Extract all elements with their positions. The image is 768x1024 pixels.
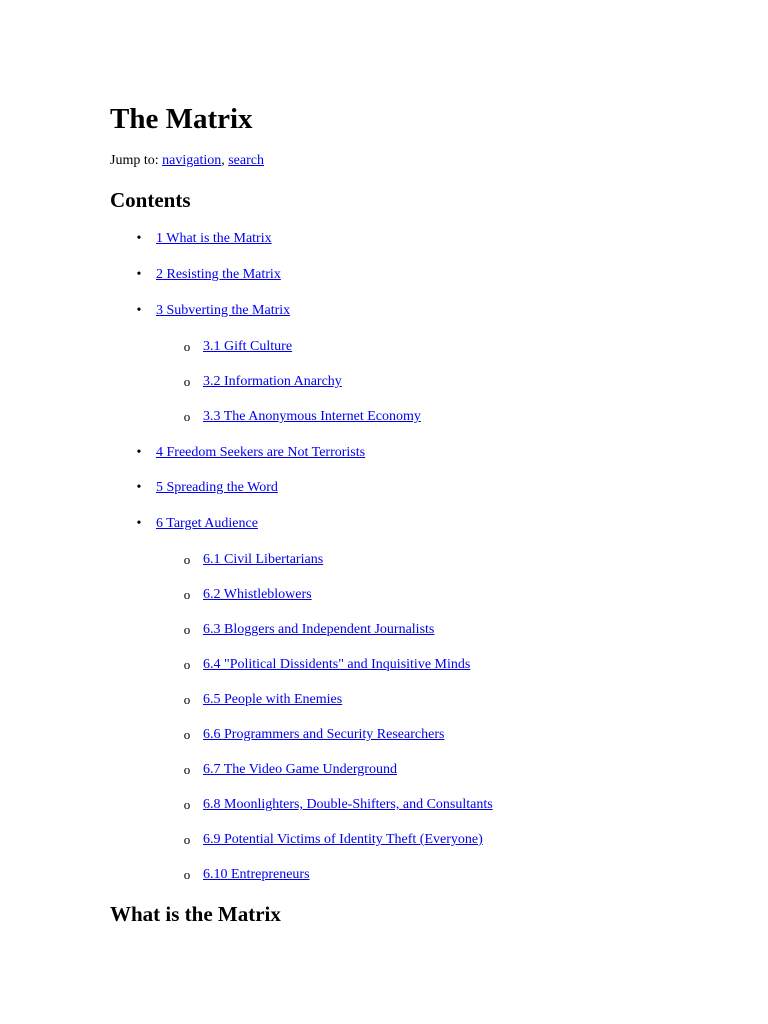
navigation-link[interactable]: navigation: [162, 153, 222, 168]
toc-link[interactable]: 1 What is the Matrix: [156, 231, 272, 246]
disc-bullet-icon: •: [136, 267, 142, 282]
toc-item: [136, 230, 272, 248]
toc-link[interactable]: 4 Freedom Seekers are Not Terrorists: [156, 445, 366, 460]
toc-link[interactable]: 3 Subverting the Matrix: [156, 303, 291, 318]
page-title: The Matrix: [110, 103, 253, 135]
circle-bullet-icon: o: [183, 622, 191, 637]
toc-item: [183, 831, 483, 849]
toc-item: [136, 479, 278, 497]
jump-to-label: Jump to:: [110, 153, 163, 168]
toc-link[interactable]: 6.6 Programmers and Security Researchers: [203, 727, 445, 742]
circle-bullet-icon: o: [183, 409, 191, 424]
toc-item: [136, 515, 258, 533]
circle-bullet-icon: o: [183, 587, 191, 602]
toc-link[interactable]: 6.5 People with Enemies: [203, 692, 343, 707]
toc-item: [183, 691, 343, 709]
toc-item: [183, 373, 342, 391]
toc-link[interactable]: 2 Resisting the Matrix: [156, 267, 281, 282]
jump-separator: ,: [221, 153, 229, 168]
disc-bullet-icon: •: [136, 480, 142, 495]
toc-item: [136, 302, 291, 320]
circle-bullet-icon: o: [183, 727, 191, 742]
toc-link[interactable]: 6.3 Bloggers and Independent Journalists: [203, 622, 435, 637]
disc-bullet-icon: •: [136, 445, 142, 460]
section-heading: What is the Matrix: [110, 902, 281, 926]
toc-link[interactable]: 6.7 The Video Game Underground: [203, 762, 397, 777]
toc-item: [183, 586, 312, 604]
circle-bullet-icon: o: [183, 762, 191, 777]
toc-link[interactable]: 6 Target Audience: [156, 516, 258, 531]
toc-link[interactable]: 3.1 Gift Culture: [203, 339, 293, 354]
toc-item: [183, 796, 493, 814]
toc-item: [136, 266, 281, 284]
toc-item: [136, 444, 366, 462]
search-link[interactable]: search: [228, 153, 264, 168]
toc-link[interactable]: 6.9 Potential Victims of Identity Theft (Everyone): [203, 832, 483, 847]
toc-item: [183, 761, 397, 779]
toc-link[interactable]: 3.3 The Anonymous Internet Economy: [203, 409, 421, 424]
jump-to-line: [110, 152, 264, 170]
toc-item: [183, 551, 324, 569]
toc-item: [183, 726, 445, 744]
disc-bullet-icon: •: [136, 231, 142, 246]
circle-bullet-icon: o: [183, 832, 191, 847]
circle-bullet-icon: o: [183, 339, 191, 354]
circle-bullet-icon: o: [183, 692, 191, 707]
toc-item: [183, 866, 310, 884]
circle-bullet-icon: o: [183, 797, 191, 812]
toc-link[interactable]: 3.2 Information Anarchy: [203, 374, 342, 389]
toc-link[interactable]: 5 Spreading the Word: [156, 480, 278, 495]
toc-item: [183, 621, 435, 639]
circle-bullet-icon: o: [183, 552, 191, 567]
toc-link[interactable]: 6.2 Whistleblowers: [203, 587, 312, 602]
circle-bullet-icon: o: [183, 867, 191, 882]
toc-item: [183, 656, 471, 674]
toc-link[interactable]: 6.8 Moonlighters, Double-Shifters, and Consultants: [203, 797, 493, 812]
circle-bullet-icon: o: [183, 374, 191, 389]
disc-bullet-icon: •: [136, 303, 142, 318]
toc-item: [183, 338, 293, 356]
toc-link[interactable]: 6.10 Entrepreneurs: [203, 867, 310, 882]
contents-heading: Contents: [110, 188, 191, 212]
toc-item: [183, 408, 421, 426]
disc-bullet-icon: •: [136, 516, 142, 531]
toc-link[interactable]: 6.4 "Political Dissidents" and Inquisitive Minds: [203, 657, 471, 672]
toc-link[interactable]: 6.1 Civil Libertarians: [203, 552, 324, 567]
circle-bullet-icon: o: [183, 657, 191, 672]
